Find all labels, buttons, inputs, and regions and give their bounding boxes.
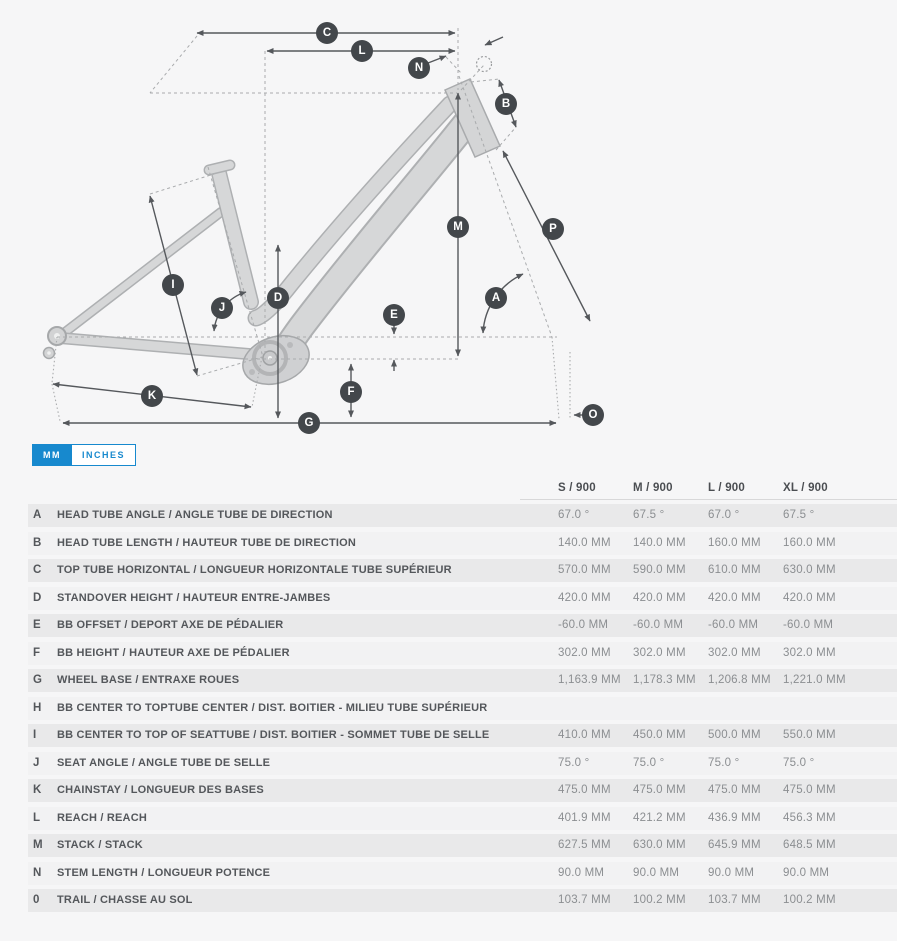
value-l: 160.0 MM [708,536,761,549]
value-l: 1,206.8 MM [708,674,771,686]
row-name: CHAINSTAY / LONGUEUR DES BASES [57,784,264,796]
row-letter: B [33,536,42,549]
dim-label-d: D [267,287,289,309]
value-l: 103.7 MM [708,894,761,906]
header-divider [520,499,897,500]
value-m: 1,178.3 MM [633,674,696,686]
measurement-lines [53,33,590,423]
value-xl: 475.0 MM [783,784,836,796]
column-header-xl: XL / 900 [783,482,828,494]
value-m: 140.0 MM [633,536,686,549]
value-s: 302.0 MM [558,646,611,659]
value-s: 627.5 MM [558,839,611,851]
construction-guides [52,28,570,421]
unit-toggle [32,444,136,466]
geometry-rows [28,504,897,917]
value-m: 420.0 MM [633,591,686,604]
table-row [28,862,897,885]
row-letter: M [33,839,43,851]
bike-frame [44,79,501,392]
dim-label-g: G [298,412,320,434]
value-l: 67.0 ° [708,509,740,521]
value-xl: 160.0 MM [783,536,836,549]
row-name: BB CENTER TO TOP OF SEATTUBE / DIST. BOITIER - SOMMET TUBE DE SELLE [57,729,490,741]
row-name: REACH / REACH [57,811,147,824]
value-l: -60.0 MM [708,619,759,631]
table-row [28,779,897,802]
value-l: 75.0 ° [708,756,740,769]
row-letter: K [33,784,42,796]
dim-label-m: M [447,216,469,238]
value-s: 420.0 MM [558,591,611,604]
column-header-m: M / 900 [633,482,673,494]
row-name: STEM LENGTH / LONGUEUR POTENCE [57,866,271,879]
row-letter: J [33,756,40,769]
row-name: SEAT ANGLE / ANGLE TUBE DE SELLE [57,756,271,769]
mm-tab[interactable]: MM [32,444,72,466]
dim-label-b: B [495,93,517,115]
value-l: 436.9 MM [708,811,761,824]
table-row [28,889,897,912]
table-row [28,697,897,720]
column-header-l: L / 900 [708,482,745,494]
value-m: 100.2 MM [633,894,686,906]
value-xl: 1,221.0 MM [783,674,846,686]
value-xl: 648.5 MM [783,839,836,851]
value-s: 1,163.9 MM [558,674,621,686]
row-name: BB CENTER TO TOPTUBE CENTER / DIST. BOITIER - MILIEU TUBE SUPÉRIEUR [57,701,488,714]
row-letter: C [33,564,42,576]
value-xl: 550.0 MM [783,729,836,741]
value-xl: 630.0 MM [783,564,836,576]
value-m: 67.5 ° [633,509,665,521]
value-s: 140.0 MM [558,536,611,549]
value-xl: 420.0 MM [783,591,836,604]
value-l: 420.0 MM [708,591,761,604]
value-xl: 456.3 MM [783,811,836,824]
row-letter: A [33,509,42,521]
value-l: 645.9 MM [708,839,761,851]
value-s: 475.0 MM [558,784,611,796]
row-letter: G [33,674,43,686]
value-xl: 90.0 MM [783,866,830,879]
header-spacer-letter [28,478,57,498]
value-m: 421.2 MM [633,811,686,824]
value-s: 570.0 MM [558,564,611,576]
value-m: -60.0 MM [633,619,684,631]
value-m: 590.0 MM [633,564,686,576]
value-s: 75.0 ° [558,756,590,769]
row-letter: F [33,646,41,659]
handlebar-clamp-circle [477,57,492,72]
row-name: HEAD TUBE LENGTH / HAUTEUR TUBE DE DIRECTION [57,536,357,549]
row-name: BB OFFSET / DEPORT AXE DE PÉDALIER [57,619,284,631]
value-l: 500.0 MM [708,729,761,741]
value-l: 475.0 MM [708,784,761,796]
geometry-diagram [0,0,897,443]
row-name: BB HEIGHT / HAUTEUR AXE DE PÉDALIER [57,646,290,659]
table-row [28,834,897,857]
value-xl: 100.2 MM [783,894,836,906]
dim-label-f: F [340,381,362,403]
row-letter: I [33,729,37,741]
value-xl: -60.0 MM [783,619,834,631]
table-row [28,532,897,555]
value-m: 450.0 MM [633,729,686,741]
inches-tab[interactable]: INCHES [72,444,136,466]
value-l: 90.0 MM [708,866,755,879]
row-name: HEAD TUBE ANGLE / ANGLE TUBE DE DIRECTION [57,509,333,521]
dim-label-c: C [316,22,338,44]
table-row [28,587,897,610]
value-m: 302.0 MM [633,646,686,659]
value-xl [783,697,897,720]
value-m: 630.0 MM [633,839,686,851]
value-l: 302.0 MM [708,646,761,659]
value-s: 67.0 ° [558,509,590,521]
value-s: 410.0 MM [558,729,611,741]
value-m: 75.0 ° [633,756,665,769]
dim-label-a: A [485,287,507,309]
row-letter: 0 [33,894,40,906]
header-spacer-name [57,478,558,498]
value-l: 610.0 MM [708,564,761,576]
table-row [28,559,897,582]
row-letter: E [33,619,41,631]
table-row [28,752,897,775]
dim-label-j: J [211,297,233,319]
value-m: 90.0 MM [633,866,680,879]
table-row [28,724,897,747]
value-m: 475.0 MM [633,784,686,796]
value-xl: 75.0 ° [783,756,815,769]
dim-label-n: N [408,57,430,79]
value-xl: 302.0 MM [783,646,836,659]
row-letter: N [33,866,42,879]
table-header [28,478,897,498]
value-s: 103.7 MM [558,894,611,906]
value-xl: 67.5 ° [783,509,815,521]
dim-label-l: L [351,40,373,62]
row-letter: L [33,811,41,824]
row-name: WHEEL BASE / ENTRAXE ROUES [57,674,240,686]
row-name: STANDOVER HEIGHT / HAUTEUR ENTRE-JAMBES [57,591,331,604]
value-s [558,697,633,720]
value-l [708,697,783,720]
dim-label-k: K [141,385,163,407]
dim-label-o: O [582,404,604,426]
row-name: TOP TUBE HORIZONTAL / LONGUEUR HORIZONTALE TUBE SUPÉRIEUR [57,564,452,576]
table-row [28,504,897,527]
value-s: 90.0 MM [558,866,605,879]
table-row [28,642,897,665]
value-m [633,697,708,720]
dim-label-i: I [162,274,184,296]
geometry-table [28,478,897,906]
table-row [28,669,897,692]
value-s: 401.9 MM [558,811,611,824]
row-letter: H [33,701,42,714]
value-s: -60.0 MM [558,619,609,631]
dim-label-p: P [542,218,564,240]
dim-label-e: E [383,304,405,326]
column-header-s: S / 900 [558,482,596,494]
table-row [28,807,897,830]
row-name: STACK / STACK [57,839,143,851]
table-row [28,614,897,637]
row-letter: D [33,591,42,604]
row-name: TRAIL / CHASSE AU SOL [57,894,193,906]
